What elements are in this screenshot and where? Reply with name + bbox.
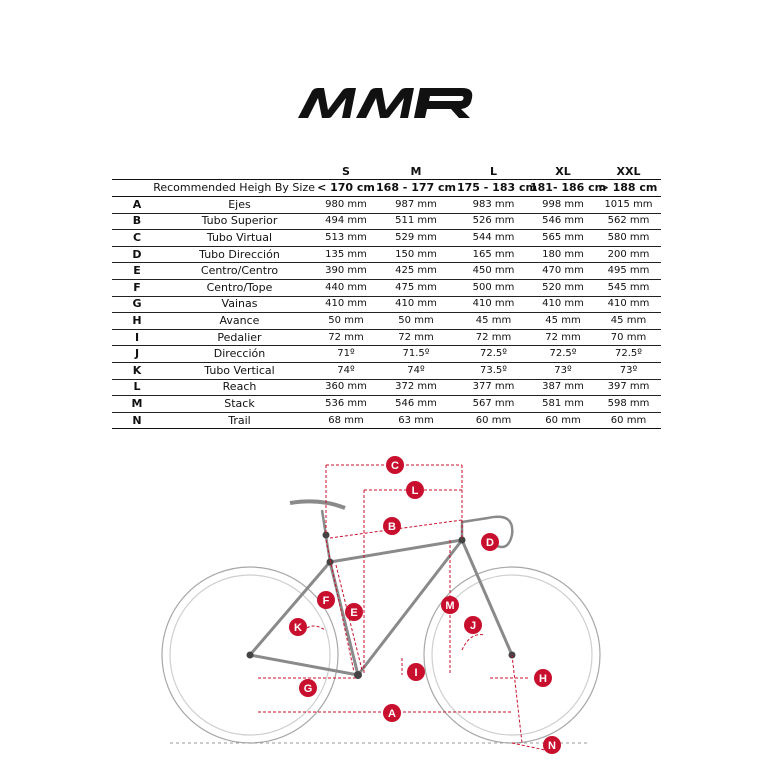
row-name: Trail [162, 412, 317, 429]
dimension-lines [258, 465, 545, 750]
row-name: Stack [162, 396, 317, 413]
row-value: 72 mm [317, 329, 375, 346]
table-row [112, 230, 661, 247]
row-value: 50 mm [317, 313, 375, 330]
row-name: Dirección [162, 346, 317, 363]
row-letter: C [112, 230, 162, 247]
row-value: 70 mm [596, 329, 661, 346]
dimension-markers [289, 456, 561, 754]
row-value: 598 mm [596, 396, 661, 413]
row-value: 513 mm [317, 230, 375, 247]
size-header: M [410, 164, 422, 178]
row-value: 72 mm [375, 329, 457, 346]
dimension-marker [383, 704, 401, 722]
dimension-marker [534, 669, 552, 687]
table-row [112, 346, 661, 363]
dimension-marker [386, 456, 404, 474]
row-value: 135 mm [317, 246, 375, 263]
row-name: Tubo Superior [162, 213, 317, 230]
mmr-logo [298, 88, 474, 118]
row-value: 475 mm [375, 279, 457, 296]
row-value: 45 mm [530, 313, 596, 330]
row-letter: M [112, 396, 162, 413]
row-value: 410 mm [457, 296, 530, 313]
row-value: 372 mm [375, 379, 457, 396]
row-value: 377 mm [457, 379, 530, 396]
dimension-marker [317, 591, 335, 609]
row-value: 74º [317, 362, 375, 379]
bike-outline [162, 567, 600, 743]
height-range: 175 - 183 cm [457, 180, 530, 197]
row-name: Avance [162, 313, 317, 330]
row-name: Centro/Centro [162, 263, 317, 280]
table-row [112, 412, 661, 429]
row-value: 71.5º [375, 346, 457, 363]
table-row [112, 313, 661, 330]
dimension-marker [289, 618, 307, 636]
row-value: 72.5º [457, 346, 530, 363]
row-value: 511 mm [375, 213, 457, 230]
row-value: 73º [596, 362, 661, 379]
saddle [290, 501, 345, 508]
row-value: 581 mm [530, 396, 596, 413]
table-row [112, 213, 661, 230]
size-header: S [342, 164, 350, 178]
row-value: 60 mm [530, 412, 596, 429]
row-value: 72 mm [457, 329, 530, 346]
dimension-marker [481, 533, 499, 551]
marker-letter: B [388, 521, 396, 533]
marker-letter: J [469, 620, 477, 632]
row-name: Tubo Vertical [162, 362, 317, 379]
row-value: 983 mm [457, 197, 530, 214]
row-value: 73º [530, 362, 596, 379]
size-header: L [489, 164, 497, 178]
row-name: Pedalier [162, 329, 317, 346]
row-value: 546 mm [530, 213, 596, 230]
marker-letter: D [486, 537, 494, 549]
dimension-marker [407, 663, 425, 681]
table-row [112, 246, 661, 263]
table-row [112, 279, 661, 296]
row-value: 63 mm [375, 412, 457, 429]
marker-letter: K [294, 622, 302, 634]
row-letter: F [112, 279, 162, 296]
dimension-marker [543, 736, 561, 754]
row-value: 390 mm [317, 263, 375, 280]
row-name: Reach [162, 379, 317, 396]
row-letter: G [112, 296, 162, 313]
row-value: 72.5º [596, 346, 661, 363]
row-value: 410 mm [596, 296, 661, 313]
row-value: 410 mm [375, 296, 457, 313]
table-row [112, 379, 661, 396]
height-range: < 170 cm [317, 180, 375, 197]
row-name: Centro/Tope [162, 279, 317, 296]
row-value: 397 mm [596, 379, 661, 396]
row-value: 565 mm [530, 230, 596, 247]
marker-letter: H [539, 673, 547, 685]
dimension-marker [464, 616, 482, 634]
row-value: 544 mm [457, 230, 530, 247]
row-value: 72 mm [530, 329, 596, 346]
frame [250, 501, 512, 675]
row-name: Ejes [162, 197, 317, 214]
row-value: 546 mm [375, 396, 457, 413]
dimension-marker [345, 603, 363, 621]
row-value: 68 mm [317, 412, 375, 429]
table-row [112, 263, 661, 280]
row-letter: B [112, 213, 162, 230]
marker-letter: E [350, 607, 358, 619]
marker-letter: N [548, 740, 556, 752]
dimension-marker [383, 517, 401, 535]
row-value: 580 mm [596, 230, 661, 247]
row-value: 45 mm [596, 313, 661, 330]
marker-letter: M [445, 600, 455, 612]
row-value: 440 mm [317, 279, 375, 296]
row-value: 74º [375, 362, 457, 379]
height-range: 168 - 177 cm [375, 180, 457, 197]
row-name: Tubo Dirección [162, 246, 317, 263]
row-value: 180 mm [530, 246, 596, 263]
geometry-table [112, 164, 661, 429]
row-value: 562 mm [596, 213, 661, 230]
size-header: XXL [616, 164, 641, 178]
row-value: 1015 mm [596, 197, 661, 214]
table-row [112, 329, 661, 346]
table-row [112, 396, 661, 413]
row-letter: H [112, 313, 162, 330]
row-value: 536 mm [317, 396, 375, 413]
row-name: Vainas [162, 296, 317, 313]
height-range: > 188 cm [596, 180, 661, 197]
row-value: 520 mm [530, 279, 596, 296]
table-row [112, 197, 661, 214]
dimension-marker [406, 481, 424, 499]
table-row [112, 296, 661, 313]
dimension-marker [299, 679, 317, 697]
row-letter: L [112, 379, 162, 396]
row-letter: N [112, 412, 162, 429]
height-label: Recommended Heigh By Size [112, 180, 317, 197]
row-value: 72.5º [530, 346, 596, 363]
marker-letter: G [303, 683, 313, 695]
row-value: 150 mm [375, 246, 457, 263]
row-letter: D [112, 246, 162, 263]
row-value: 425 mm [375, 263, 457, 280]
row-value: 987 mm [375, 197, 457, 214]
marker-letter: I [414, 667, 418, 679]
row-value: 567 mm [457, 396, 530, 413]
row-letter: J [112, 346, 162, 363]
bike-geometry-diagram [150, 440, 620, 765]
row-value: 529 mm [375, 230, 457, 247]
row-letter: K [112, 362, 162, 379]
row-value: 387 mm [530, 379, 596, 396]
marker-letter: A [388, 708, 396, 720]
height-row [112, 180, 661, 197]
marker-letter: L [411, 485, 419, 497]
geometry-rows [112, 197, 661, 429]
marker-letter: C [391, 460, 399, 472]
row-value: 500 mm [457, 279, 530, 296]
row-value: 470 mm [530, 263, 596, 280]
size-header: XL [555, 164, 571, 178]
row-letter: A [112, 197, 162, 214]
row-letter: E [112, 263, 162, 280]
row-value: 45 mm [457, 313, 530, 330]
row-value: 495 mm [596, 263, 661, 280]
row-value: 526 mm [457, 213, 530, 230]
row-value: 494 mm [317, 213, 375, 230]
row-value: 410 mm [317, 296, 375, 313]
marker-letter: F [322, 595, 330, 607]
row-letter: I [112, 329, 162, 346]
row-value: 165 mm [457, 246, 530, 263]
row-value: 73.5º [457, 362, 530, 379]
row-value: 200 mm [596, 246, 661, 263]
row-value: 980 mm [317, 197, 375, 214]
row-value: 60 mm [457, 412, 530, 429]
dimension-marker [441, 596, 459, 614]
row-value: 410 mm [530, 296, 596, 313]
row-name: Tubo Virtual [162, 230, 317, 247]
row-value: 50 mm [375, 313, 457, 330]
row-value: 360 mm [317, 379, 375, 396]
table-row [112, 362, 661, 379]
row-value: 450 mm [457, 263, 530, 280]
row-value: 71º [317, 346, 375, 363]
row-value: 998 mm [530, 197, 596, 214]
size-header-row [112, 164, 661, 180]
row-value: 545 mm [596, 279, 661, 296]
row-value: 60 mm [596, 412, 661, 429]
height-range: 181- 186 cm [530, 180, 596, 197]
